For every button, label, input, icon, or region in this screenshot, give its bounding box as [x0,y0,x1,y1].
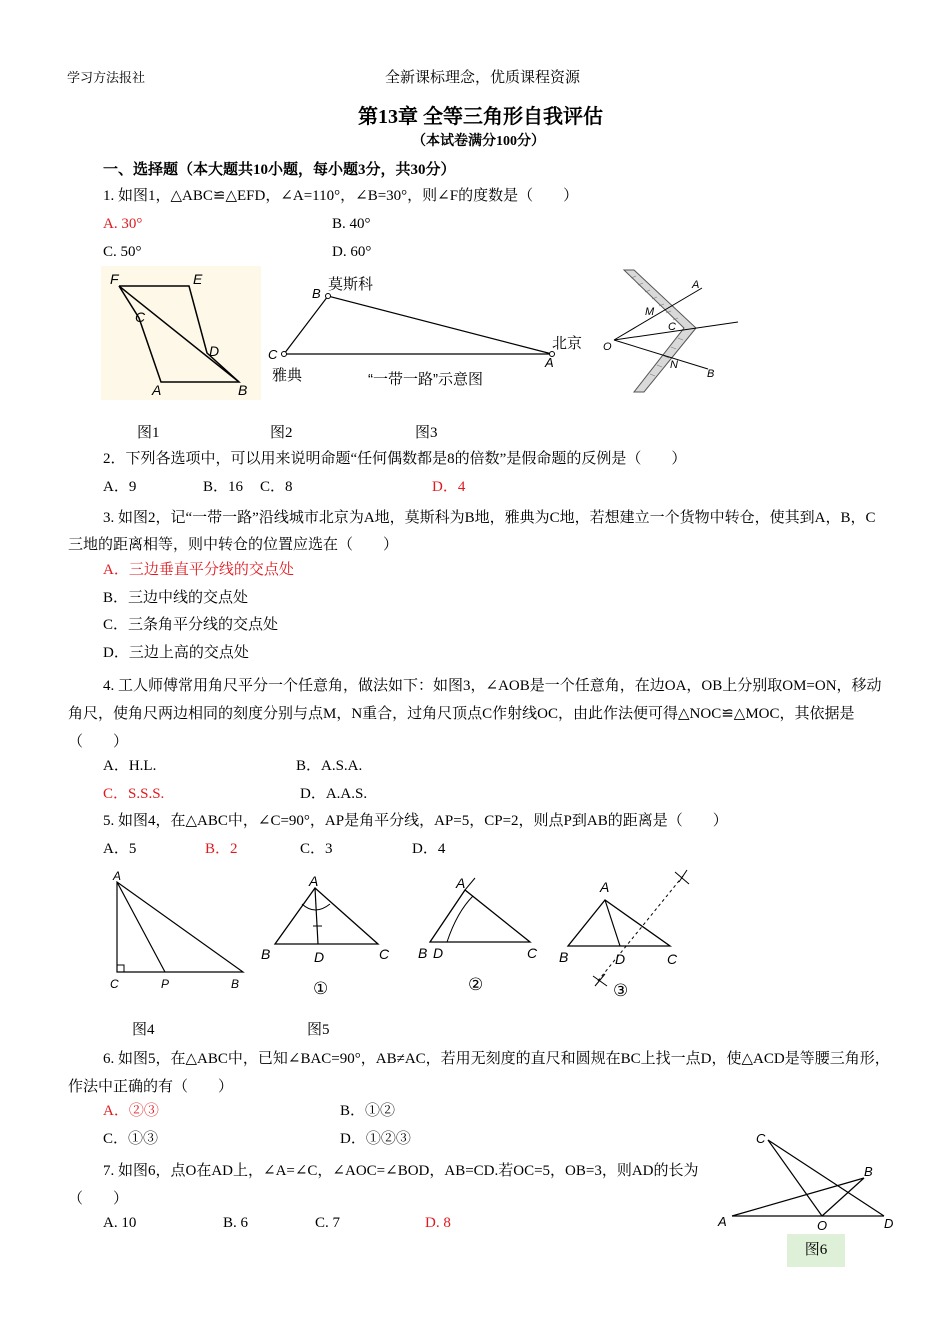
q2-stem: 2．下列各选项中，可以用来说明命题“任何偶数都是8的倍数”是假命题的反例是（ ） [103,451,687,467]
fig6-label-c: C [756,1131,766,1146]
figure-4 [105,866,255,996]
q4-option-a: A．H.L. [103,758,157,774]
section-heading: 一、选择题（本大题共10小题，每小题3分，共30分） [103,162,456,178]
figure-6 [712,1128,902,1236]
fig4-label-b: B [231,977,240,991]
fig2-label-a: A [545,355,554,370]
fig6-line-co [768,1140,822,1216]
fig3-caption: 图3 [415,425,438,441]
q5-option-c: C．3 [300,841,333,857]
fig4-triangle [117,882,243,972]
q3-stem: 3. 如图2，记“一带一路”沿线城市北京为A地，莫斯科为B地，雅典为C地，若想建立一个货物中转仓，使其到A，B，C三地的距离相等，则中转仓的位置应选在（ ） [68,510,876,553]
q6-stem: 6. 如图5，在△ABC中，已知∠BAC=90°，AB≠AC，若用无刻度的直尺和圆规在BC上找一点D，使△ACD是等腰三角形，作法中正确的有（ ） [68,1051,890,1095]
fig1-label-a: A [152,382,162,398]
q1-option-a: A. 30° [103,216,143,232]
fig2-label-c: C [268,347,278,362]
fig1-label-f: F [110,271,119,287]
fig4-right-angle [117,965,124,972]
fig5-2-label-c: C [527,945,538,961]
fig5-caption: 图5 [307,1022,330,1038]
fig5-2-triangle [430,890,530,942]
fig5-1-label-a: A [309,873,319,889]
q5-stem: 5. 如图4，在△ABC中，∠C=90°，AP是角平分线，AP=5，CP=2，则点P到AB的距离是（ ） [103,813,728,829]
fig3-label-m: M [645,306,655,318]
fig5-3-triangle [568,900,670,946]
q1-option-b: B. 40° [332,216,371,232]
fig6-label-o: O [817,1218,828,1233]
figure-3 [598,266,743,396]
fig3-label-a: A [692,279,700,291]
fig1-label-c: C [135,309,146,325]
fig5-3-cross-top [675,870,689,884]
fig5-1-label-c: C [379,946,390,962]
q6-option-a: A．②③ [103,1103,159,1119]
fig2-label-b: B [312,286,321,301]
fig3-ray-oc [614,322,738,340]
q7-option-a: A. 10 [103,1215,137,1231]
figure-5-2 [415,870,550,1000]
q6-option-b: B．①② [340,1103,396,1119]
q4-option-c: C．S.S.S. [103,786,165,802]
fig2-point-c [282,352,287,357]
fig5-3-label-b: B [559,949,569,965]
fig3-label-c: C [668,321,676,333]
q6-option-d: D．①②③ [340,1131,411,1147]
q1-option-c: C. 50° [103,244,142,260]
fig4-label-c: C [110,977,119,991]
fig5-3-number: ③ [613,981,629,1000]
fig3-label-n: N [670,359,678,371]
header-center: 全新课标理念，优质课程资源 [385,70,581,86]
page-title: 第13章 全等三角形自我评估 [358,106,603,128]
fig2-point-b [326,294,331,299]
fig2-label-athens: 雅典 [272,367,303,384]
fig4-bisector-ap [117,882,165,972]
fig1-label-d: D [209,343,220,359]
fig5-2-extension [465,878,475,890]
fig5-2-number: ② [468,975,484,994]
fig2-caption: “一带一路”示意图 [368,371,483,388]
fig1-label-b: B [238,382,248,398]
q3-option-c: C．三条角平分线的交点处 [103,617,279,633]
q3-option-b: B．三边中线的交点处 [103,590,249,606]
fig1-caption: 图1 [137,425,160,441]
q2-option-b: B．16 [203,479,244,495]
q2-option-d: D．4 [432,479,466,495]
q7-stem: 7. 如图6，点O在AD上，∠A=∠C，∠AOC=∠BOD，AB=CD.若OC=5，OB=3，则AD的长为（ ） [68,1163,699,1207]
q3-option-a: A．三边垂直平分线的交点处 [103,562,294,578]
fig5-3-ad [605,900,620,946]
q3-option-d: D．三边上高的交点处 [103,645,249,661]
q2-option-a: A．9 [103,479,137,495]
figure-5-3 [555,862,700,1000]
fig6-label-d: D [884,1216,894,1231]
q7-option-b: B. 6 [223,1215,249,1231]
fig5-2-label-d: D [433,945,444,961]
fig6-line-ab [732,1178,864,1216]
q7-option-d: D. 8 [425,1215,451,1231]
header-left: 学习方法报社 [67,70,146,85]
fig4-label-a: A [113,869,122,883]
fig5-1-bisector [315,888,318,944]
fig6-caption: 图6 [787,1234,845,1267]
fig2-caption-label: 图2 [270,425,293,441]
fig6-label-b: B [864,1164,873,1179]
fig5-2-label-b: B [418,945,428,961]
q1-stem: 1. 如图1，△ABC≌△EFD，∠A=110°，∠B=30°，则∠F的度数是（ ） [103,188,579,204]
q5-option-d: D．4 [412,841,446,857]
figure-5-1 [258,870,398,1000]
q2-option-c: C．8 [260,479,293,495]
fig4-caption: 图4 [132,1022,155,1038]
fig3-set-square [624,270,696,392]
q4-stem: 4. 工人师傅常用角尺平分一个任意角，做法如下：如图3，∠AOB是一个任意角，在边OA，OB上分别取OM=ON，移动角尺，使角尺两边相同的刻度分别与点M，N重合，过角尺顶点C作射线OC，由此作法便可得△NOC≌△MOC，其依据是（ ） [68,678,882,750]
fig5-2-arc [447,896,473,942]
q4-option-d: D．A.A.S. [300,786,368,802]
fig3-label-o: O [603,341,612,353]
figure-2 [265,270,595,395]
q1-option-d: D. 60° [332,244,372,260]
fig5-1-label-b: B [261,946,271,962]
fig2-label-moscow: 莫斯科 [328,276,374,293]
fig3-label-b: B [707,368,715,380]
q7-option-c: C. 7 [315,1215,341,1231]
q5-option-a: A．5 [103,841,137,857]
q6-option-c: C．①③ [103,1131,159,1147]
fig1-label-e: E [193,271,203,287]
figure-1 [101,266,261,400]
fig2-label-beijing: 北京 [552,335,583,352]
q5-option-b: B．2 [205,841,238,857]
fig5-3-cross-bottom [593,974,607,986]
fig5-1-triangle [275,888,378,944]
fig5-1-label-d: D [314,949,325,965]
fig5-2-label-a: A [456,875,466,891]
fig5-3-label-d: D [615,951,626,967]
page-subtitle: （本试卷满分100分） [412,134,545,149]
fig4-label-p: P [161,977,170,991]
fig5-3-label-a: A [600,879,610,895]
fig6-label-a: A [718,1214,727,1229]
figure-2-triangle [284,296,552,354]
fig5-1-number: ① [313,979,329,998]
fig5-3-label-c: C [667,951,678,967]
q4-option-b: B．A.S.A. [296,758,363,774]
